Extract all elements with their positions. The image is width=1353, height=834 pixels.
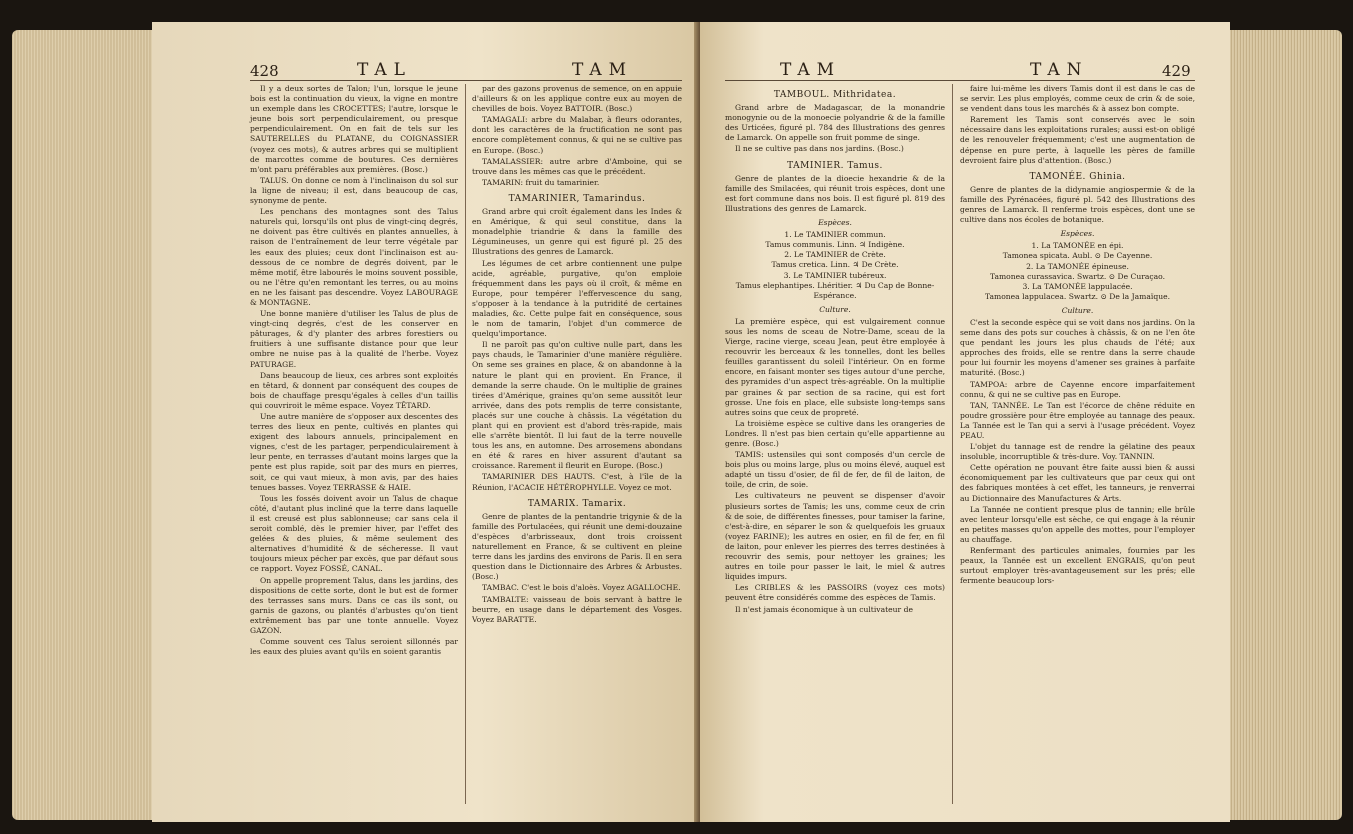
page-number-right: 429 [1162,62,1191,80]
paragraph: TAMPOA: arbre de Cayenne encore imparfaitement connu, & qui ne se cultive pas en Europe. [960,379,1195,399]
species-line: 2. La TAMONÉE épineuse. [1026,261,1129,271]
paragraph: Il ne se cultive pas dans nos jardins. (Bosc.) [735,144,904,154]
paragraph: Genre de plantes de la pentandrie trigynie & de la famille des Portulacées, qui réunit une demi-douzaine d'espèces d'arbrisseaux, dont trois croissent naturellement en France, & se cultivent en pleine terre dans les jardins des environs de Paris. Il en sera question dans le Dictionnaire des Arbres & Arbustes. (Bosc.) [472,511,682,582]
species-line: Tamonea spicata. Aubl. ⊙ De Cayenne. [1002,251,1153,261]
species-line: Tamonea curassavica. Swartz. ⊙ De Curaçao. [989,271,1166,281]
section-subheading: Culture. [1061,305,1094,315]
paragraph: Renfermant des particules animales, fournies par les peaux, la Tannée est un excellent ENGRAIS, qu'on peut surtout employer très-avantageusement sur les prés; elle fermente beaucoup lors- [960,546,1195,586]
paragraph: On appelle proprement Talus, dans les jardins, des dispositions de cette sorte, dont le but est de former des terrasses sans murs. Dans ce cas ils sont, ou garnis de gazons, ou plantés d'arbustes qu'on tient extrêmement bas par une tonte annuelle. Voyez GAZON. [250,575,458,635]
paragraph: Les cultivateurs ne peuvent se dispenser d'avoir plusieurs sortes de Tamis; les uns, comme ceux de crin & de soie, de différentes finesses, pour tamiser la farine, c'est-à-dire, en séparer le son & quelquefois les gruaux (voyez FARINE); les autres en osier, en fil de fer, en fil de laiton, pour enlever les pierres des terres destinées à recouvrir des semis, pour nettoyer les graines; les autres en toile pour passer le lait, le miel & autres liquides impurs. [725,491,945,582]
header-rule-right [725,80,1195,81]
running-head-left-right: TAM [572,60,634,80]
species-line: 1. Le TAMINIER commun. [784,230,886,240]
right-page-column-1 [725,84,945,616]
right-page-column-2 [960,84,1195,587]
paragraph: TAMBALTE: vaisseau de bois servant à battre le beurre, en usage dans le département des Vosges. Voyez BARATTE. [472,594,682,624]
left-page-column-2 [472,84,682,626]
column-divider-right [952,84,953,804]
column-divider-left [465,84,466,804]
paragraph: TAMALASSIER: autre arbre d'Amboine, qui se trouve dans les mêmes cas que le précédent. [472,156,682,176]
article-heading: TAMINIER. Tamus. [787,160,883,171]
left-page [152,22,700,822]
right-page [700,22,1230,822]
paragraph: Une autre manière de s'opposer aux descentes des terres des lieux en pente, cultivés en plantes qui exigent des labours annuels, principalement en vignes, c'est de les partager, perpendiculairement à leur pente, en terrasses d'autant moins larges que la pente est plus rapide, soit par des murs en pierres, soit, ce qui vaut mieux, à mon avis, par des haies tenues basses. Voyez TERRASSE & HAIE. [250,412,458,492]
paragraph: TALUS. On donne ce nom à l'inclinaison du sol sur la ligne de niveau; il est, dans beaucoup de cas, synonyme de pente. [250,175,458,206]
article-heading: TAMARIX. Tamarix. [527,498,627,509]
paragraph: Rarement les Tamis sont conservés avec le soin nécessaire dans les exploitations rurales; aussi est-on obligé de les renouveler fréquemment; c'est une augmentation de dépense en pure perte, à laquelle les pères de famille devroient faire plus d'attention. (Bosc.) [960,115,1195,165]
right-page-stack [1222,30,1342,820]
paragraph: L'objet du tannage est de rendre la gélatine des peaux insoluble, incorruptible & très-dure. Voy. TANNIN. [960,442,1195,462]
paragraph: Il ne paroît pas qu'on cultive nulle part, dans les pays chauds, le Tamarinier d'une manière régulière. On seme ses graines en place, & on abandonne à la nature le plant qui en provient. En France, il demande la serre chaude. On le multiplie de graines tirées d'Amérique, graines qu'on seme aussitôt leur arrivée, dans des pots remplis de terre consistante, placés sur une couche à châssis. La végétation du plant qui en provient est d'abord très-rapide, mais elle s'arrête bientôt. Il lui faut de la terre nouvelle tous les ans, en automne. Des arrosemens abondans en été & rares en hiver assurent d'autant sa croissance. Rarement il fleurit en Europe. (Bosc.) [472,340,682,471]
species-line: 1. La TAMONÉE en épi. [1031,241,1124,251]
left-page-column-1 [250,84,458,658]
species-line: Tamonea lappulacea. Swartz. ⊙ De la Jamaïque. [985,291,1170,301]
species-line: 3. La TAMONÉE lappulacée. [1022,281,1133,291]
paragraph: TAMARINIER DES HAUTS. C'est, à l'île de la Réunion, l'ACACIE HÉTÉROPHYLLE. Voyez ce mot. [472,472,682,492]
paragraph: C'est la seconde espèce qui se voit dans nos jardins. On la seme dans des pots sur couches à châssis, & on ne l'en ôte que pendant les jours les plus chauds de l'été; aux approches des froids, elle se rentre dans la serre chaude pour lui fournir les moyens d'amener ses graines à parfaite maturité. (Bosc.) [960,317,1195,378]
header-rule-left [250,80,682,81]
article-heading: TAMARINIER, Tamarindus. [508,193,646,204]
section-subheading: Culture. [819,304,851,314]
paragraph: Genre de plantes de la dioecie hexandrie & de la famille des Smilacées, qui réunit trois espèces, dont une est fort commune dans nos bois. Il est figuré pl. 819 des Illustrations des genres de Lamarck. [725,173,945,213]
paragraph: Grand arbre qui croît également dans les Indes & en Amérique, & qui seul constitue, dans la monadelphie triandrie & dans la famille des Légumineuses, un genre qui est figuré pl. 25 des Illustrations des genres de Lamarck. [472,207,682,257]
page-number-left: 428 [250,62,279,80]
book-spread [12,22,1342,822]
paragraph: Cette opération ne pouvant être faite aussi bien & aussi économiquement par les cultivateurs que par ceux qui ont des fabriques montées à cet effet, les tanneurs, je renverrai au Dictionnaire des Manufactures & Arts. [960,463,1195,503]
paragraph: Comme souvent ces Talus seroient sillonnés par les eaux des pluies avant qu'ils en soient garantis [250,637,458,657]
paragraph: TAMARIN: fruit du tamarinier. [482,177,600,187]
paragraph: Grand arbre de Madagascar, de la monandrie monogynie ou de la monoecie polyandrie & de la famille des Urticées, figuré pl. 784 des Illustrations des genres de Lamarck. On appelle son fruit pomme de singe. [725,103,945,143]
paragraph: Il n'est jamais économique à un cultivateur de [735,604,913,614]
species-line: 3. Le TAMINIER tubéreux. [783,270,887,280]
paragraph: Une bonne manière d'utiliser les Talus de plus de vingt-cinq degrés, c'est de les conserver en pâturages, & d'y planter des arbres forestiers ou fruitiers à une suffisante distance pour que leur ombre ne nuise pas à la qualité de l'herbe. Voyez PATURAGE. [250,309,458,369]
running-head-right-left: TAM [780,60,842,80]
paragraph: Les penchans des montagnes sont des Talus naturels qui, lorsqu'ils ont plus de vingt-cinq degrés, ne doivent pas être cultivés en plantes annuelles, à raison de l'entraînement de leur terre végétale par les eaux des pluies; ceux dont l'inclinaison est au-dessous de ce nombre de degrés doivent, par le même motif, être labourés le moins souvent possible, ou ne l'être qu'en remontant les terres, ou au moins en ne les faisant pas descendre. Voyez LABOURAGE & MONTAGNE. [250,207,458,307]
paragraph: TAMIS: ustensiles qui sont composés d'un cercle de bois plus ou moins large, plus ou moins élevé, auquel est adapté un tissu d'osier, de fil de fer, de fil de laiton, de toile, de crin, de soie. [725,450,945,490]
section-subheading: Espèces. [1060,229,1095,239]
paragraph: La première espèce, qui est vulgairement connue sous les noms de sceau de Notre-Dame, sceau de la Vierge, racine vierge, sceau Jean, peut être employée à recouvrir les berceaux & les tonnelles, dont les belles feuilles garantissent du soleil l'intérieur. On en forme encore, en faisant monter ses tiges autour d'une perche, des pyramides d'un aspect très-agréable. On la multiplie par graines & par section de sa racine, qui est fort grosse. Une fois en place, elle subsiste long-temps sans autres soins que ceux de propreté. [725,316,945,417]
paragraph: TAMAGALI: arbre du Malabar, à fleurs odorantes, dont les caractères de la fructification ne sont pas encore complètement connus, & qui ne se cultive pas en Europe. (Bosc.) [472,115,682,155]
paragraph: faire lui-même les divers Tamis dont il est dans le cas de se servir. Les plus employés, comme ceux de crin & de soie, se vendent dans tous les marchés & à assez bon compte. [960,84,1195,114]
article-heading: TAMONÉE. Ghinia. [1029,171,1126,182]
running-head-right-right: TAN [1030,60,1089,80]
running-head-left-left: TAL [357,60,412,80]
species-line: Tamus cretica. Linn. ♃ De Crète. [771,260,899,270]
section-subheading: Espèces. [818,218,852,228]
species-line: Tamus communis. Linn. ♃ Indigène. [765,240,905,250]
paragraph: Les CRIBLES & les PASSOIRS (voyez ces mots) peuvent être considérés comme des espèces de Tamis. [725,583,945,603]
paragraph: La Tannée ne contient presque plus de tannin; elle brûle avec lenteur lorsqu'elle est sèche, ce qui engage à la réunir en petites masses qu'on appelle des mottes, pour l'employer au chauffage. [960,504,1195,544]
article-heading: TAMBOUL. Mithridatea. [773,90,897,100]
paragraph: Dans beaucoup de lieux, ces arbres sont exploités en têtard, & donnent par conséquent des coupes de bois de chauffage presqu'égales à celles d'un taillis qui couvriroit le même espace. Voyez TÊTARD. [250,370,458,410]
paragraph: TAMBAC. C'est le bois d'aloès. Voyez AGALLOCHE. [482,583,681,593]
paragraph: Les légumes de cet arbre contiennent une pulpe acide, agréable, purgative, qu'on emploie fréquemment dans les pays où il croît, & même en Europe, pour tempérer l'effervescence du sang, s'opposer à la tendance à la putridité de certaines maladies, &c. Cette pulpe fait en conséquence, sous le nom de tamarin, l'objet d'un commerce de quelqu'importance. [472,258,682,339]
paragraph: Genre de plantes de la didynamie angiospermie & de la famille des Pyrénacées, figuré pl. 542 des Illustrations des genres de Lamarck. Il renferme trois espèces, dont une se cultive dans nos écoles de botanique. [960,184,1195,225]
paragraph: La troisième espèce se cultive dans les orangeries de Londres. Il n'est pas bien certain qu'elle appartienne au genre. (Bosc.) [725,418,945,448]
species-line: Tamus elephantipes. Lhéritier. ♃ Du Cap de Bonne-Espérance. [735,280,935,300]
paragraph: Tous les fossés doivent avoir un Talus de chaque côté, d'autant plus incliné que la terre dans laquelle il est creusé est plus sablonneuse; car sans cela il seroit comblé, dès le premier hiver, par l'effet des gelées & des pluies, & même seulement des alternatives d'humidité & de sécheresse. Il vaut toujours mieux pécher par excès, que par défaut sous ce rapport. Voyez FOSSÉ, CANAL. [250,493,458,574]
species-line: 2. Le TAMINIER de Crète. [784,250,886,260]
left-page-stack [12,30,162,820]
paragraph: TAN, TANNÉE. Le Tan est l'écorce de chêne réduite en poudre grossière pour être employée au tannage des peaux. La Tannée est le Tan qui a servi à l'usage précédent. Voyez PEAU. [960,400,1195,440]
paragraph: par des gazons provenus de semence, on en appuie d'ailleurs & on les applique contre eux au moyen de chevilles de bois. Voyez BATTOIR. (Bosc.) [472,84,682,114]
paragraph: Il y a deux sortes de Talon; l'un, lorsque le jeune bois est la continuation du vieux, la vigne en montre un exemple dans les CROCETTES; l'autre, lorsque le jeune bois sort perpendiculairement, ou presque perpendiculairement. On en fait de tels sur les SAUTERELLES du PLATANE, du COIGNASSIER (voyez ces mots), & autres arbres qui se multiplient de marcottes comme de boutures. Ces dernières m'ont paru préférables aux premières. (Bosc.) [250,84,458,174]
